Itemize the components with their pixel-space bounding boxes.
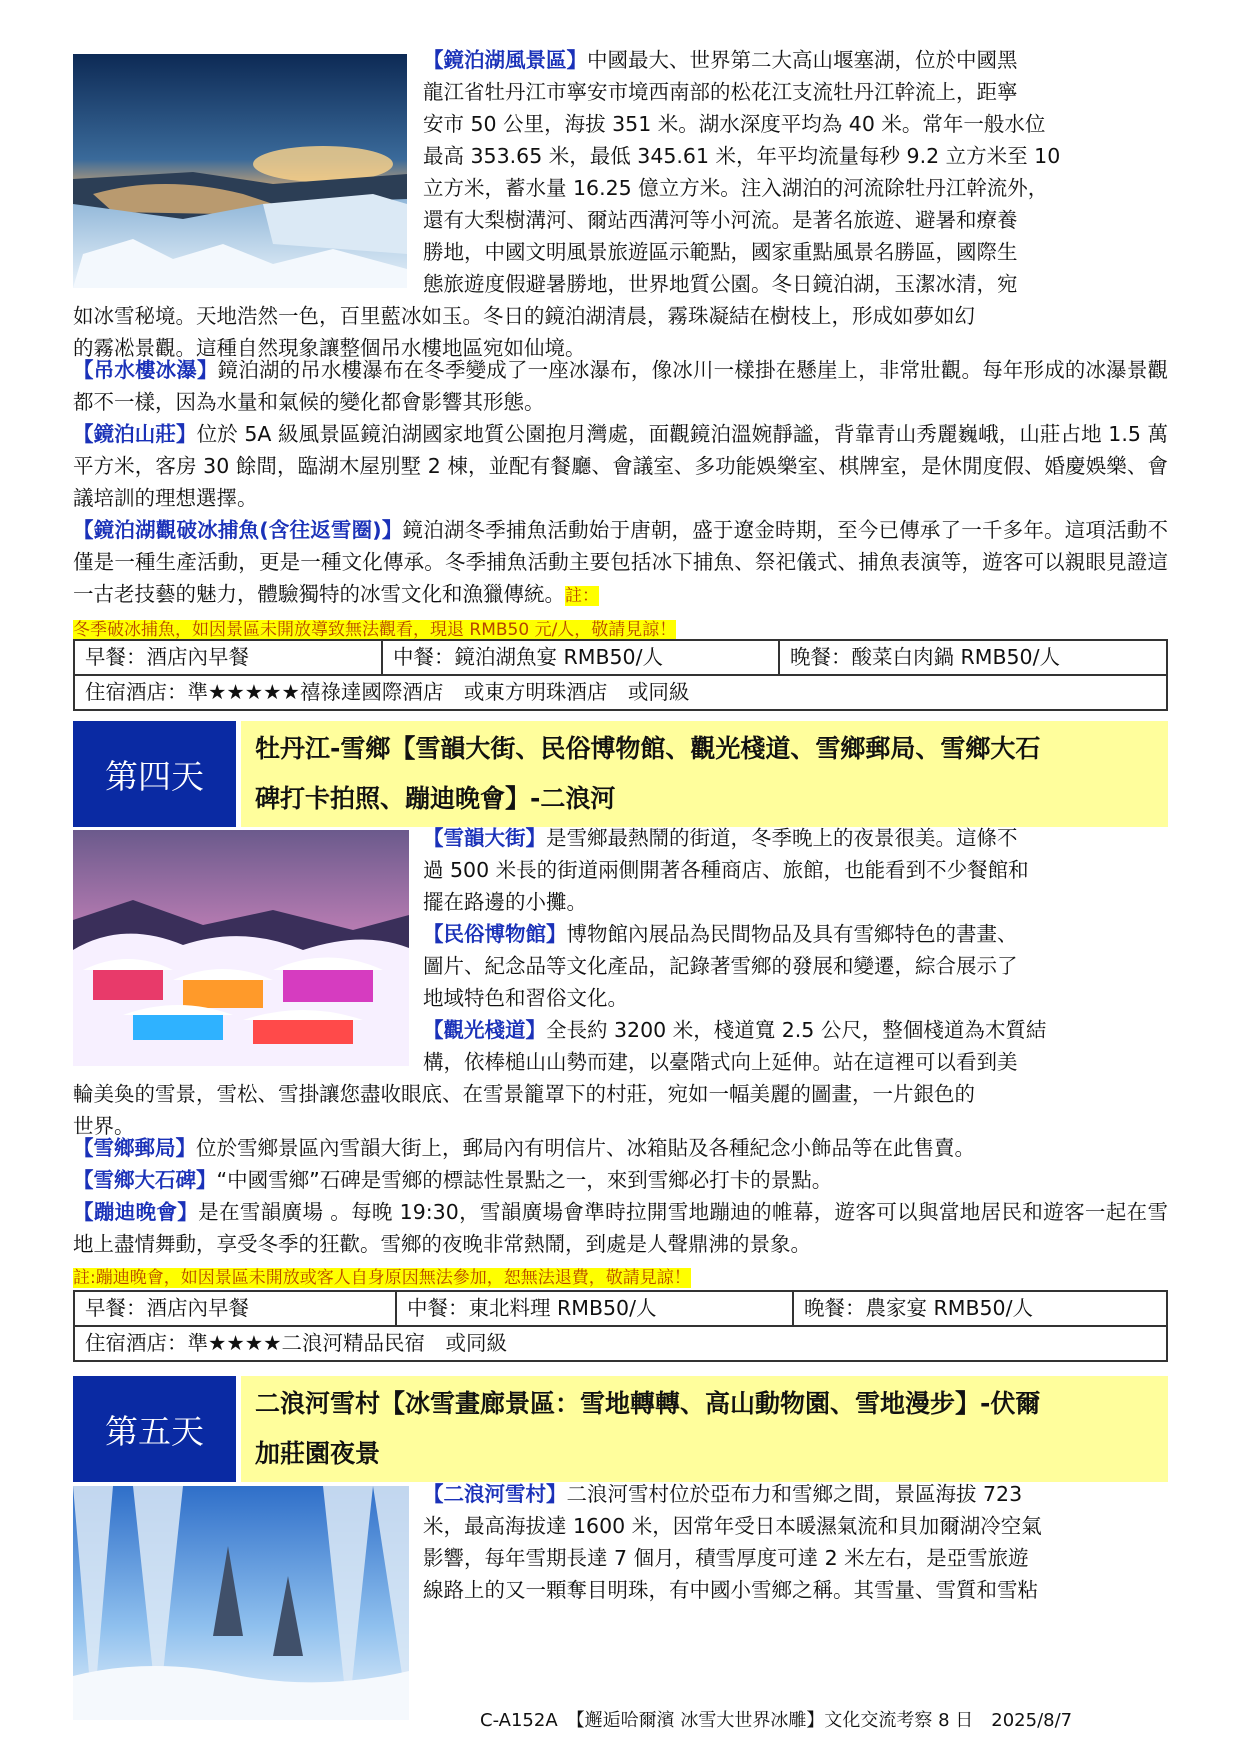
disco-party-paragraph: 【蹦迪晚會】是在雪韻廣場 。每晚 19:30，雪韻廣場會準時拉開雪地蹦迪的帷幕，遊客可以與當地居民和遊客一起在雪地上盡情舞動，享受冬季的狂歡。雪鄉的夜晚非常熱鬧，到處是人聲鼎沸的景象。 註:蹦迪晚會，如因景區未開放或客人自身原因無法參加，恕無法退費，敬請見諒！ — [73, 1200, 1169, 1288]
day3-dinner: 晚餐：酸菜白肉鍋 RMB50/人 — [779, 640, 1167, 675]
disco-party-note: 註:蹦迪晚會，如因景區未開放或客人自身原因無法參加，恕無法退費，敬請見諒！ — [73, 1268, 691, 1288]
day4-meals-table — [73, 1290, 1168, 1362]
ice-fishing-paragraph: 【鏡泊湖觀破冰捕魚(含往返雪圈)】鏡泊湖冬季捕魚活動始于唐朝，盛于遼金時期，至今已傳承了一千多年。這項活動不僅是一種生產活動，更是一種文化傳承。冬季捕魚活動主要包括冰下捕魚、祭祀儀式、捕魚表演等，遊客可以親眼見證這一古老技藝的魅力，體驗獨特的冰雪文化和漁獵傳統。註： 冬季破冰捕魚，如因景區未開放導致無法觀看，現退 RMB50 元/人，敬請見諒！ — [73, 518, 1168, 640]
boardwalk-heading: 【觀光棧道】 — [423, 1018, 546, 1042]
stone-tablet-heading: 【雪鄉大石碑】 — [73, 1168, 217, 1192]
day3-breakfast: 早餐：酒店內早餐 — [74, 640, 382, 675]
day4-label: 第四天 — [73, 721, 236, 827]
day4-breakfast: 早餐：酒店內早餐 — [74, 1291, 396, 1326]
diaoshuilou-heading: 【吊水樓冰瀑】 — [73, 358, 218, 382]
xueyun-street-heading: 【雪韻大街】 — [423, 826, 546, 850]
day4-header — [73, 721, 1168, 827]
day3-meals-table — [73, 639, 1168, 711]
jingpo-villa-heading: 【鏡泊山莊】 — [73, 422, 197, 446]
erlanghe-paragraph: 【二浪河雪村】二浪河雪村位於亞布力和雪鄉之間，景區海拔 723 米，最高海拔達 1600 米，因常年受日本暖濕氣流和貝加爾湖冷空氣 影響，每年雪期長達 7 個月，積雪厚度可達 2 米左右，是亞雪旅遊 線路上的又一顆奪目明珠，有中國小雪鄉之稱。其雪量、雪質和雪粘 — [423, 1482, 1042, 1602]
day4-dinner: 晚餐：農家宴 RMB50/人 — [793, 1291, 1167, 1326]
stone-tablet-paragraph: 【雪鄉大石碑】“中國雪鄉”石碑是雪鄉的標誌性景點之一，來到雪鄉必打卡的景點。 — [73, 1168, 833, 1192]
day5-header — [73, 1376, 1168, 1482]
day5-label: 第五天 — [73, 1376, 236, 1482]
day3-hotel: 住宿酒店：準★★★★★禧祿達國際酒店 或東方明珠酒店 或同級 — [74, 675, 1167, 710]
jingpo-villa-paragraph: 【鏡泊山莊】位於 5A 級風景區鏡泊湖國家地質公園抱月灣處，面觀鏡泊溫婉靜謐，背靠青山秀麗巍峨，山莊占地 1.5 萬平方米，客房 30 餘間，臨湖木屋別墅 2 棟，並配有餐廳、會議室、多功能娛樂室、棋牌室，是休閒度假、婚慶娛樂、會議培訓的理想選擇。 — [73, 422, 1169, 510]
jingpo-lake-heading: 【鏡泊湖風景區】 — [423, 48, 587, 72]
diaoshuilou-paragraph: 【吊水樓冰瀑】鏡泊湖的吊水樓瀑布在冬季變成了一座冰瀑布，像冰川一樣掛在懸崖上，非常壯觀。每年形成的冰瀑景觀都不一樣，因為水量和氣候的變化都會影響其形態。 — [73, 358, 1169, 414]
jingpo-lake-paragraph: 【鏡泊湖風景區】中國最大、世界第二大高山堰塞湖，位於中國黑 龍江省牡丹江市寧安市境西南部的松花江支流牡丹江幹流上，距寧 安市 50 公里，海拔 351 米。湖水深度平均為 40 米。常年一般水位 最高 353.65 米，最低 345.61 米，年平均流量每秒 9.2 立方米至 10 立方米，蓄水量 16.25 億立方米。注入湖泊的河流除牡丹江幹流外， 還有大梨樹溝河、爾站西溝河等小河流。是著名旅遊、避暑和療養 勝地，中國文明風景旅遊區示範點，國家重點風景名勝區，國際生 態旅遊度假避暑勝地，世界地質公園。冬日鏡泊湖，玉潔冰清，宛 如冰雪秘境。天地浩然一色，百里藍冰如玉。冬日的鏡泊湖清晨，霧珠凝結在樹枝上，形成如夢如幻 的霧凇景觀。這種自然現象讓整個吊水樓地區宛如仙境。 — [73, 48, 1061, 360]
day4-hotel: 住宿酒店：準★★★★二浪河精品民宿 或同級 — [74, 1326, 1167, 1361]
post-office-paragraph: 【雪鄉郵局】位於雪鄉景區內雪韻大街上，郵局內有明信片、冰箱貼及各種紀念小飾品等在此售賣。 — [73, 1136, 975, 1160]
disco-party-heading: 【蹦迪晚會】 — [73, 1200, 199, 1224]
ice-fishing-heading: 【鏡泊湖觀破冰捕魚(含往返雪圈)】 — [73, 518, 403, 542]
folk-museum-heading: 【民俗博物館】 — [423, 922, 567, 946]
ice-fishing-note-prefix: 註： — [565, 586, 599, 606]
xueyun-street-paragraph: 【雪韻大街】是雪鄉最熱鬧的街道，冬季晚上的夜景很美。這條不 過 500 米長的街道兩側開著各種商店、旅館，也能看到不少餐館和 擺在路邊的小攤。 【民俗博物館】博物館內展品為民間物品及具有雪鄉特色的書畫、 圖片、紀念品等文化產品，記錄著雪鄉的發展和變遷，綜合展示了 地域特色和習俗文化。 【觀光棧道】全長約 3200 米，棧道寬 2.5 公尺，整個棧道為木質結 構，依棒槌山山勢而建，以臺階式向上延伸。站在這裡可以看到美 輪美奐的雪景，雪松、雪掛讓您盡收眼底、在雪景籠罩下的村莊，宛如一幅美麗的圖畫，一片銀色的 世界。 — [73, 826, 1047, 1138]
day4-lunch: 中餐：東北料理 RMB50/人 — [396, 1291, 793, 1326]
day3-lunch: 中餐：鏡泊湖魚宴 RMB50/人 — [382, 640, 779, 675]
day4-title: 牡丹江-雪鄉【雪韻大街、民俗博物館、觀光棧道、雪鄉郵局、雪鄉大石 碑打卡拍照、蹦迪晚會】-二浪河 — [241, 721, 1168, 827]
erlanghe-heading: 【二浪河雪村】 — [423, 1482, 567, 1506]
post-office-heading: 【雪鄉郵局】 — [73, 1136, 196, 1160]
page-footer: C-A152A 【邂逅哈爾濱 冰雪大世界冰雕】文化交流考察 8 日 2025/8/7 — [480, 1710, 1073, 1731]
ice-fishing-note: 冬季破冰捕魚，如因景區未開放導致無法觀看，現退 RMB50 元/人，敬請見諒！ — [73, 620, 677, 640]
day5-title: 二浪河雪村【冰雪畫廊景區：雪地轉轉、高山動物園、雪地漫步】-伏爾 加莊園夜景 — [241, 1376, 1168, 1482]
